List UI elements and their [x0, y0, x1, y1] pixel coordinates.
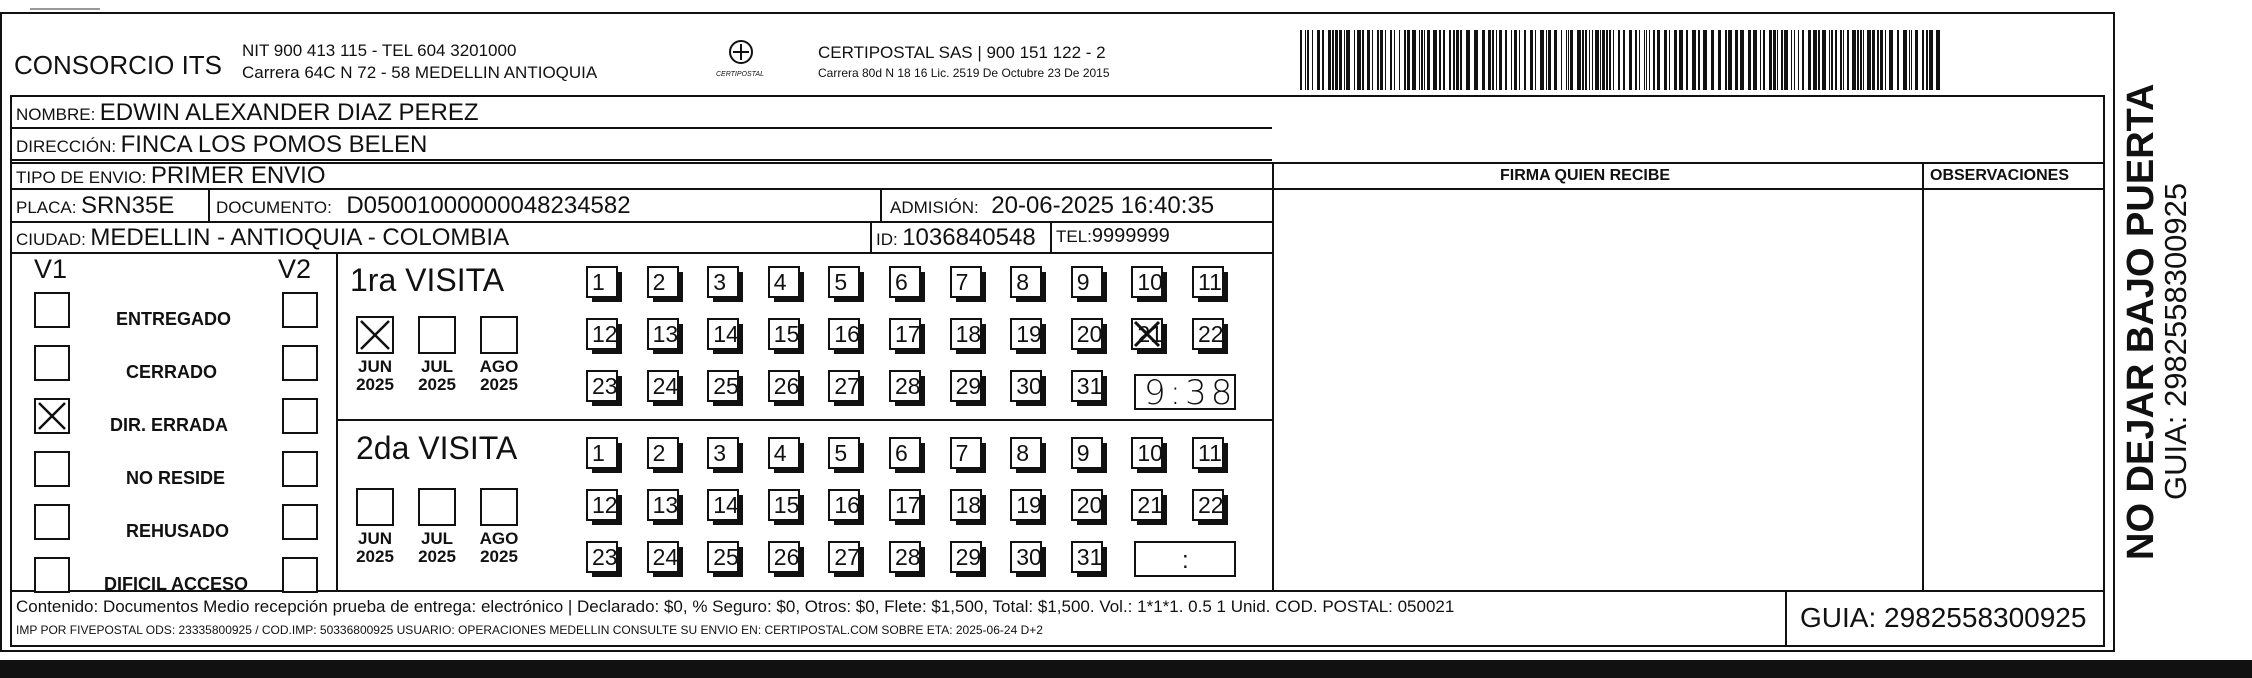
day-box[interactable] [1192, 318, 1224, 350]
plate-label: PLACA: [16, 198, 77, 217]
day-box[interactable] [828, 266, 860, 298]
day-number: 1 [592, 269, 605, 295]
day-number: 12 [592, 321, 618, 347]
day-number: 2 [652, 269, 666, 295]
month-checkbox[interactable] [480, 316, 518, 354]
day-box[interactable] [768, 437, 800, 469]
day-box[interactable] [707, 541, 739, 573]
company-nit: NIT 900 413 115 - TEL 604 3201000 [242, 41, 517, 60]
footer-imp: IMP POR FIVEPOSTAL ODS: 23335800925 / COD.IMP: 50336800925 USUARIO: OPERACIONES MEDELLIN CONSULTE SU ENVIO EN: CERTIPOSTAL.COM SOBRE ETA: 2025-06-24 D+2 [16, 623, 1043, 637]
month-checkbox[interactable] [480, 488, 518, 526]
day-box[interactable] [707, 437, 739, 469]
day-box[interactable] [828, 541, 860, 573]
day-box[interactable] [647, 318, 679, 350]
day-box[interactable] [1071, 370, 1103, 402]
type-label: TIPO DE ENVIO: [16, 168, 147, 187]
day-number: 20 [1076, 321, 1103, 347]
day-box[interactable] [586, 318, 618, 350]
day-box[interactable] [707, 489, 739, 521]
status-label: NO RESIDE [126, 468, 226, 488]
month-year: 2025 [418, 375, 456, 394]
day-box[interactable] [889, 437, 921, 469]
address-label: DIRECCIÓN: [16, 137, 117, 156]
visit1-title: 1ra VISITA [350, 262, 505, 298]
status-v1-checkbox[interactable] [34, 504, 70, 540]
visit2-time-box[interactable] [1134, 541, 1236, 577]
carrier-address: Carrera 80d N 18 16 Lic. 2519 De Octubre 23 De 2015 [818, 66, 1110, 80]
day-number: 25 [713, 544, 739, 570]
day-box[interactable] [950, 437, 982, 469]
day-box[interactable] [828, 437, 860, 469]
day-box[interactable] [1010, 266, 1042, 298]
day-number: 23 [592, 373, 618, 399]
day-box[interactable] [1010, 370, 1042, 402]
rule [880, 188, 882, 221]
day-number: 9 [1076, 269, 1090, 295]
day-number: 19 [1016, 321, 1042, 347]
month-checkbox[interactable] [418, 488, 456, 526]
day-number: 22 [1198, 321, 1224, 347]
day-number: 10 [1137, 269, 1163, 295]
day-box[interactable] [950, 318, 982, 350]
id-label: ID: [876, 230, 898, 249]
company-name: CONSORCIO ITS [14, 50, 223, 80]
month-checkbox[interactable] [356, 488, 394, 526]
month-year: 2025 [356, 547, 394, 566]
barcode [1300, 30, 1944, 90]
day-box[interactable] [950, 266, 982, 298]
status-v1-checkbox[interactable] [34, 451, 70, 487]
day-number: 13 [652, 321, 679, 347]
rule [10, 159, 1272, 161]
day-number: 14 [713, 492, 739, 518]
day-box[interactable] [1010, 437, 1042, 469]
day-number: 8 [1016, 269, 1029, 295]
rule [1272, 162, 1274, 592]
day-box[interactable] [1010, 541, 1042, 573]
day-box[interactable] [586, 437, 618, 469]
day-number: 22 [1198, 492, 1224, 518]
day-box[interactable] [768, 266, 800, 298]
day-number: 6 [895, 269, 908, 295]
signature-label: FIRMA QUIEN RECIBE [1500, 167, 1671, 184]
day-box[interactable] [828, 489, 860, 521]
rule [10, 95, 12, 647]
day-number: 9 [1076, 440, 1090, 466]
status-label: CERRADO [126, 362, 218, 382]
visit2-title: 2da VISITA [356, 430, 518, 466]
day-box[interactable] [586, 541, 618, 573]
day-box[interactable] [768, 541, 800, 573]
day-number: 15 [773, 321, 800, 347]
day-number: 4 [773, 440, 787, 466]
day-box[interactable] [1071, 437, 1103, 469]
certipostal-logo-icon [716, 38, 766, 88]
day-box[interactable] [1131, 266, 1163, 298]
day-box[interactable] [768, 370, 800, 402]
day-number: 21 [1137, 321, 1163, 347]
day-number: 2 [652, 440, 666, 466]
day-number: 11 [1198, 440, 1222, 466]
x-mark-icon [358, 318, 392, 352]
document-row [216, 194, 631, 218]
day-number: 23 [592, 544, 618, 570]
status-v2-checkbox[interactable] [282, 504, 318, 540]
day-box[interactable] [647, 489, 679, 521]
status-label: DIR. ERRADA [110, 415, 229, 435]
rule [336, 252, 338, 590]
day-number: 1 [592, 440, 605, 466]
day-number: 19 [1016, 492, 1042, 518]
day-box[interactable] [1071, 489, 1103, 521]
day-box[interactable] [647, 266, 679, 298]
day-number: 28 [895, 544, 921, 570]
name-row [16, 101, 479, 125]
status-label: DIFICIL ACCESO [104, 574, 249, 594]
day-number: 11 [1198, 269, 1222, 295]
name-label: NOMBRE: [16, 105, 96, 124]
day-box[interactable] [707, 266, 739, 298]
tel-label: TEL: [1056, 227, 1092, 246]
day-box[interactable] [889, 489, 921, 521]
plate-row [16, 194, 174, 218]
day-box[interactable] [586, 489, 618, 521]
visit1-time: 9:38 [1144, 373, 1237, 413]
day-number: 17 [895, 321, 921, 347]
status-v1-checkbox[interactable] [34, 398, 70, 434]
day-number: 30 [1016, 544, 1042, 570]
day-box[interactable] [768, 318, 800, 350]
month-year: 2025 [418, 547, 456, 566]
month-checkbox[interactable] [356, 316, 394, 354]
admission-row [890, 194, 1214, 218]
day-number: 25 [713, 373, 739, 399]
day-box[interactable] [1192, 266, 1224, 298]
day-box[interactable] [950, 370, 982, 402]
visit2-time: : [1182, 547, 1189, 574]
day-number: 18 [955, 492, 982, 518]
month-name: AGO [479, 529, 519, 548]
day-number: 18 [955, 321, 982, 347]
day-box[interactable] [889, 266, 921, 298]
rule [870, 221, 872, 252]
day-box[interactable] [1071, 266, 1103, 298]
city-row [16, 226, 509, 250]
day-number: 26 [773, 373, 800, 399]
status-label: ENTREGADO [116, 309, 232, 329]
day-box[interactable] [1071, 318, 1103, 350]
status-v2-checkbox[interactable] [282, 345, 318, 381]
day-number: 31 [1076, 544, 1103, 570]
day-box[interactable] [828, 370, 860, 402]
rule [1050, 221, 1052, 252]
rule [1922, 162, 1924, 592]
day-box[interactable] [889, 318, 921, 350]
month-year: 2025 [480, 547, 518, 566]
day-number: 7 [955, 269, 969, 295]
day-box[interactable] [1131, 489, 1163, 521]
day-box[interactable] [586, 266, 618, 298]
rule [2103, 95, 2105, 647]
v2-label: V2 [278, 254, 312, 284]
month-name: JUL [420, 357, 454, 376]
status-v1-checkbox[interactable] [34, 345, 70, 381]
type-value: PRIMER ENVIO [150, 162, 326, 189]
day-box[interactable] [1071, 541, 1103, 573]
day-number: 21 [1137, 492, 1163, 518]
day-number: 10 [1137, 440, 1163, 466]
v1-label: V1 [34, 254, 68, 284]
day-number: 3 [713, 440, 726, 466]
certipostal-logo [716, 38, 766, 88]
day-number: 15 [773, 492, 800, 518]
day-box[interactable] [586, 370, 618, 402]
side-notice: NO DEJAR BAJO PUERTA [2120, 83, 2162, 560]
type-row [16, 164, 326, 188]
rule [336, 419, 1272, 421]
rule [1785, 590, 1787, 647]
day-number: 6 [895, 440, 908, 466]
city-label: CIUDAD: [16, 230, 86, 249]
day-box[interactable] [1192, 437, 1224, 469]
day-box[interactable] [647, 370, 679, 402]
month-name: JUN [357, 529, 392, 548]
day-number: 8 [1016, 440, 1029, 466]
day-box[interactable] [1131, 437, 1163, 469]
day-box[interactable] [889, 541, 921, 573]
rule [10, 127, 1272, 129]
day-number: 3 [713, 269, 726, 295]
day-number: 7 [955, 440, 969, 466]
month-name: AGO [479, 357, 519, 376]
day-number: 14 [713, 321, 739, 347]
month-year: 2025 [356, 375, 394, 394]
status-v2-checkbox[interactable] [282, 398, 318, 434]
name-value: EDWIN ALEXANDER DIAZ PEREZ [99, 99, 479, 126]
admission-value: 20-06-2025 16:40:35 [991, 192, 1215, 219]
day-box[interactable] [950, 541, 982, 573]
day-number: 31 [1076, 373, 1103, 399]
status-v2-checkbox[interactable] [282, 292, 318, 328]
admission-label: ADMISIÓN: [890, 198, 979, 217]
day-box[interactable] [828, 318, 860, 350]
day-box[interactable] [647, 541, 679, 573]
day-number: 27 [834, 544, 860, 570]
day-box[interactable] [950, 489, 982, 521]
status-v1-checkbox[interactable] [34, 557, 70, 593]
status-label: REHUSADO [126, 521, 230, 541]
month-name: JUN [357, 357, 392, 376]
day-number: 24 [652, 373, 679, 399]
document-label: DOCUMENTO: [216, 198, 332, 217]
company-address: Carrera 64C N 72 - 58 MEDELLIN ANTIOQUIA [242, 63, 598, 82]
rule [10, 590, 2105, 592]
address-row [16, 133, 427, 157]
id-value: 1036840548 [902, 224, 1036, 251]
day-number: 16 [834, 321, 860, 347]
day-box[interactable] [1010, 489, 1042, 521]
day-box[interactable] [707, 318, 739, 350]
day-number: 16 [834, 492, 860, 518]
day-box[interactable] [707, 370, 739, 402]
day-number: 26 [773, 544, 800, 570]
day-number: 24 [652, 544, 679, 570]
day-number: 13 [652, 492, 679, 518]
day-number: 27 [834, 373, 860, 399]
id-row [876, 226, 1036, 250]
footer-content: Contenido: Documentos Medio recepción prueba de entrega: electrónico | Declarado: $0, % Seguro: $0, Otros: $0, Flete: $1,500, Total: $1,500. Vol.: 1*1*1. 0.5 1 Unid. COD. POSTAL: 050021 [16, 597, 1455, 616]
side-guide: GUIA: 2982558300925 [2158, 182, 2193, 500]
observations-label: OBSERVACIONES [1930, 167, 2069, 184]
month-checkbox[interactable] [418, 316, 456, 354]
day-number: 5 [834, 269, 848, 295]
plate-value: SRN35E [80, 192, 175, 219]
rule [10, 252, 1272, 254]
tel-value: 9999999 [1091, 225, 1170, 247]
day-number: 30 [1016, 373, 1042, 399]
status-v2-checkbox[interactable] [282, 451, 318, 487]
logo-text: CERTIPOSTAL [716, 71, 764, 78]
day-number: 29 [955, 373, 982, 399]
footer-guide: GUIA: 2982558300925 [1800, 602, 2087, 633]
visit1-time-box[interactable] [1134, 373, 1237, 413]
day-box[interactable] [1010, 318, 1042, 350]
carrier-name: CERTIPOSTAL SAS | 900 151 122 - 2 [818, 43, 1106, 62]
scan-edge-bar [0, 660, 2252, 678]
day-number: 17 [895, 492, 921, 518]
day-number: 20 [1076, 492, 1103, 518]
day-number: 12 [592, 492, 618, 518]
day-number: 28 [895, 373, 921, 399]
day-number: 5 [834, 440, 848, 466]
rule [10, 95, 2105, 97]
tel-row [1056, 226, 1170, 246]
day-box[interactable] [768, 489, 800, 521]
document-value: D05001000000048234582 [346, 192, 631, 219]
rule [208, 188, 210, 221]
day-number: 29 [955, 544, 982, 570]
address-value: FINCA LOS POMOS BELEN [120, 131, 428, 158]
month-year: 2025 [480, 375, 518, 394]
day-box[interactable] [889, 370, 921, 402]
day-number: 4 [773, 269, 787, 295]
day-box[interactable] [1192, 489, 1224, 521]
city-value: MEDELLIN - ANTIOQUIA - COLOMBIA [90, 224, 510, 251]
status-v2-checkbox[interactable] [282, 557, 318, 593]
day-box[interactable] [1131, 318, 1163, 350]
barcode-graphic [1300, 30, 1944, 90]
rule [10, 645, 2105, 647]
day-box[interactable] [647, 437, 679, 469]
x-mark-icon [36, 400, 68, 432]
status-v1-checkbox[interactable] [34, 292, 70, 328]
scan-edge-top [30, 8, 100, 10]
rule [10, 221, 1272, 223]
month-name: JUL [420, 529, 454, 548]
